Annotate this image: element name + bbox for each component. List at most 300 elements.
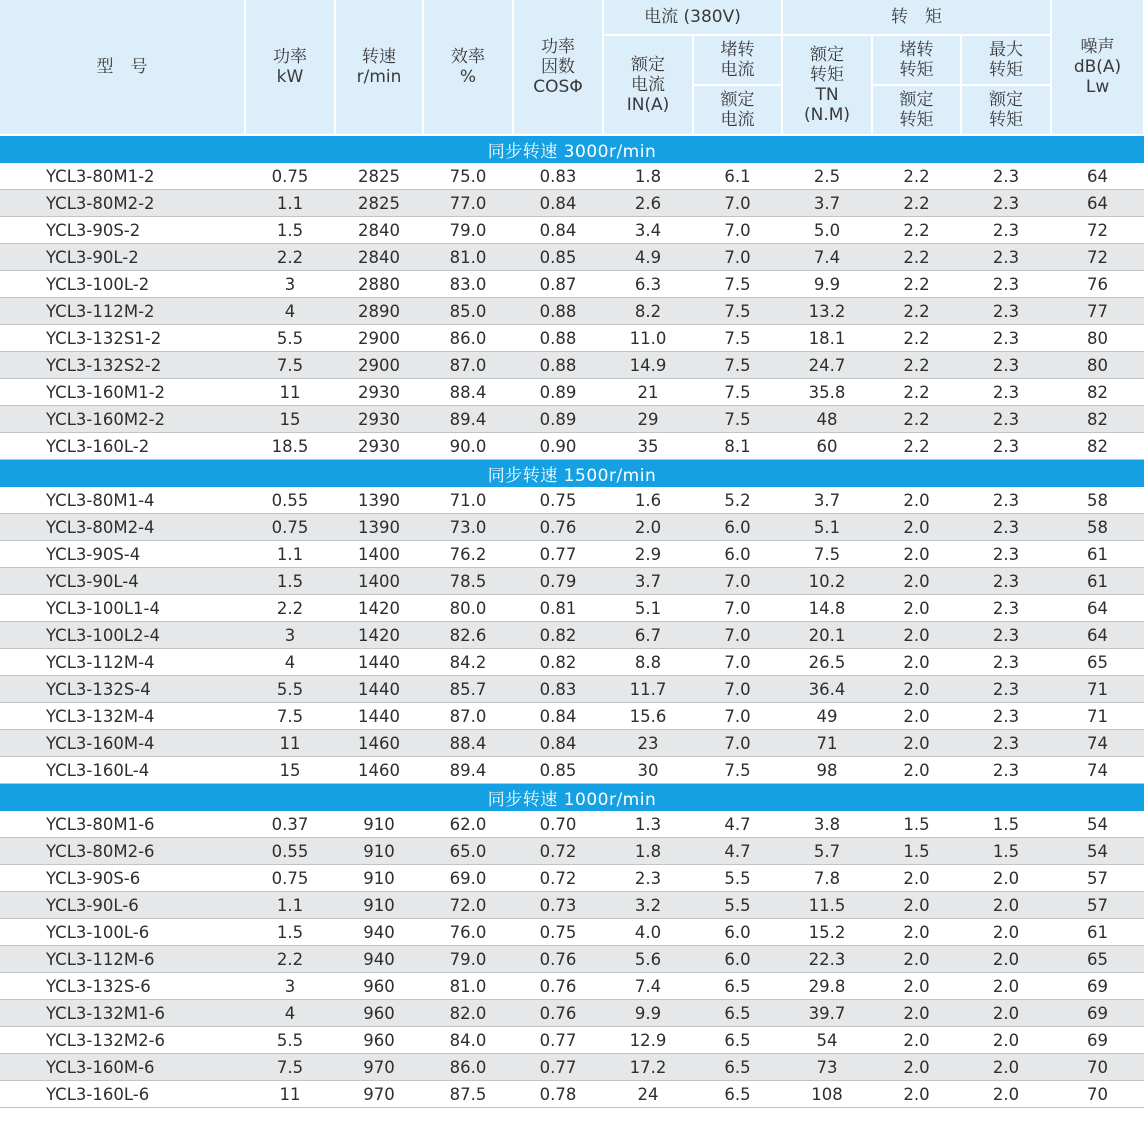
value-cell: 76.0 — [423, 919, 513, 946]
value-cell: 2900 — [335, 352, 423, 379]
value-cell: 61 — [1051, 568, 1144, 595]
section-header-row — [0, 135, 1144, 163]
value-cell: 7.0 — [693, 730, 782, 757]
model-cell: YCL3-160L-4 — [0, 757, 245, 784]
model-cell: YCL3-132M1-6 — [0, 1000, 245, 1027]
value-cell: 11.7 — [603, 676, 693, 703]
model-cell: YCL3-90L-2 — [0, 244, 245, 271]
value-cell: 7.0 — [693, 622, 782, 649]
model-cell: YCL3-80M2-2 — [0, 190, 245, 217]
value-cell: 82.0 — [423, 1000, 513, 1027]
value-cell: 76 — [1051, 271, 1144, 298]
model-cell: YCL3-160L-2 — [0, 433, 245, 460]
model-cell: YCL3-100L-6 — [0, 919, 245, 946]
table-row — [0, 190, 1144, 217]
header-speed: 转速 r/min — [335, 0, 423, 135]
value-cell: 1.1 — [245, 190, 335, 217]
value-cell: 2.2 — [872, 163, 961, 190]
value-cell: 5.1 — [603, 595, 693, 622]
header-efficiency: 效率 % — [423, 0, 513, 135]
value-cell: 2.2 — [872, 406, 961, 433]
section-header-row — [0, 784, 1144, 812]
value-cell: 2.0 — [961, 892, 1051, 919]
value-cell: 2.0 — [961, 865, 1051, 892]
value-cell: 2.0 — [961, 946, 1051, 973]
value-cell: 0.37 — [245, 811, 335, 838]
value-cell: 1460 — [335, 757, 423, 784]
value-cell: 2900 — [335, 325, 423, 352]
value-cell: 2.0 — [872, 892, 961, 919]
value-cell: 98 — [782, 757, 872, 784]
value-cell: 1390 — [335, 514, 423, 541]
table-row — [0, 865, 1144, 892]
value-cell: 2.0 — [872, 730, 961, 757]
value-cell: 960 — [335, 973, 423, 1000]
value-cell: 65 — [1051, 649, 1144, 676]
value-cell: 1.1 — [245, 892, 335, 919]
table-row — [0, 541, 1144, 568]
value-cell: 2.3 — [961, 568, 1051, 595]
value-cell: 5.5 — [693, 865, 782, 892]
value-cell: 77.0 — [423, 190, 513, 217]
value-cell: 64 — [1051, 622, 1144, 649]
model-cell: YCL3-80M2-4 — [0, 514, 245, 541]
value-cell: 21 — [603, 379, 693, 406]
value-cell: 2.3 — [603, 865, 693, 892]
header-max-torque-bottom: 额定 转矩 — [961, 85, 1051, 135]
table-header — [0, 0, 1144, 135]
value-cell: 2.0 — [872, 541, 961, 568]
value-cell: 2930 — [335, 406, 423, 433]
value-cell: 77 — [1051, 298, 1144, 325]
header-max-torque-top: 最大 转矩 — [961, 35, 1051, 85]
value-cell: 18.1 — [782, 325, 872, 352]
value-cell: 6.0 — [693, 541, 782, 568]
model-cell: YCL3-90L-6 — [0, 892, 245, 919]
value-cell: 15.6 — [603, 703, 693, 730]
value-cell: 2.2 — [245, 595, 335, 622]
value-cell: 7.5 — [693, 271, 782, 298]
value-cell: 0.70 — [513, 811, 603, 838]
value-cell: 2.3 — [961, 433, 1051, 460]
value-cell: 1460 — [335, 730, 423, 757]
value-cell: 0.72 — [513, 865, 603, 892]
value-cell: 54 — [1051, 811, 1144, 838]
value-cell: 2.0 — [872, 865, 961, 892]
value-cell: 0.84 — [513, 190, 603, 217]
value-cell: 85.7 — [423, 676, 513, 703]
value-cell: 5.5 — [693, 892, 782, 919]
value-cell: 71 — [1051, 676, 1144, 703]
model-cell: YCL3-90S-4 — [0, 541, 245, 568]
value-cell: 2.3 — [961, 271, 1051, 298]
value-cell: 1400 — [335, 541, 423, 568]
value-cell: 36.4 — [782, 676, 872, 703]
table-row — [0, 973, 1144, 1000]
value-cell: 14.9 — [603, 352, 693, 379]
value-cell: 2.0 — [961, 919, 1051, 946]
value-cell: 2.3 — [961, 379, 1051, 406]
value-cell: 80.0 — [423, 595, 513, 622]
value-cell: 2.0 — [872, 1000, 961, 1027]
value-cell: 6.0 — [693, 514, 782, 541]
table-row — [0, 757, 1144, 784]
model-cell: YCL3-132M2-6 — [0, 1027, 245, 1054]
value-cell: 85.0 — [423, 298, 513, 325]
model-cell: YCL3-132M-4 — [0, 703, 245, 730]
value-cell: 1420 — [335, 595, 423, 622]
value-cell: 75.0 — [423, 163, 513, 190]
value-cell: 7.0 — [693, 649, 782, 676]
value-cell: 7.5 — [245, 703, 335, 730]
table-row — [0, 595, 1144, 622]
value-cell: 69 — [1051, 1000, 1144, 1027]
value-cell: 88.4 — [423, 730, 513, 757]
model-cell: YCL3-90L-4 — [0, 568, 245, 595]
model-cell: YCL3-80M1-2 — [0, 163, 245, 190]
value-cell: 0.83 — [513, 676, 603, 703]
value-cell: 62.0 — [423, 811, 513, 838]
value-cell: 7.0 — [693, 595, 782, 622]
value-cell: 7.5 — [693, 406, 782, 433]
table-row — [0, 892, 1144, 919]
table-row — [0, 919, 1144, 946]
value-cell: 6.0 — [693, 919, 782, 946]
header-noise: 噪声 dB(A) Lw — [1051, 0, 1144, 135]
value-cell: 0.77 — [513, 541, 603, 568]
value-cell: 80 — [1051, 352, 1144, 379]
value-cell: 2.5 — [782, 163, 872, 190]
table-row — [0, 244, 1144, 271]
header-locked-torque-top: 堵转 转矩 — [872, 35, 961, 85]
value-cell: 2825 — [335, 190, 423, 217]
value-cell: 2.0 — [872, 595, 961, 622]
value-cell: 30 — [603, 757, 693, 784]
value-cell: 76.2 — [423, 541, 513, 568]
value-cell: 64 — [1051, 595, 1144, 622]
value-cell: 3.2 — [603, 892, 693, 919]
value-cell: 2.0 — [872, 1054, 961, 1081]
value-cell: 0.84 — [513, 730, 603, 757]
value-cell: 7.4 — [782, 244, 872, 271]
value-cell: 1.5 — [245, 568, 335, 595]
value-cell: 57 — [1051, 865, 1144, 892]
table-row — [0, 1081, 1144, 1108]
value-cell: 940 — [335, 946, 423, 973]
value-cell: 4 — [245, 649, 335, 676]
value-cell: 4.0 — [603, 919, 693, 946]
value-cell: 4 — [245, 1000, 335, 1027]
value-cell: 48 — [782, 406, 872, 433]
value-cell: 89.4 — [423, 757, 513, 784]
header-locked-current-bottom: 额定 电流 — [693, 85, 782, 135]
table-row — [0, 433, 1144, 460]
value-cell: 24.7 — [782, 352, 872, 379]
value-cell: 970 — [335, 1054, 423, 1081]
value-cell: 5.2 — [693, 487, 782, 514]
value-cell: 58 — [1051, 487, 1144, 514]
value-cell: 87.0 — [423, 703, 513, 730]
value-cell: 2.3 — [961, 406, 1051, 433]
value-cell: 960 — [335, 1027, 423, 1054]
value-cell: 0.84 — [513, 703, 603, 730]
value-cell: 26.5 — [782, 649, 872, 676]
model-cell: YCL3-160M-6 — [0, 1054, 245, 1081]
value-cell: 2.3 — [961, 730, 1051, 757]
value-cell: 2.2 — [872, 325, 961, 352]
value-cell: 2.0 — [872, 946, 961, 973]
value-cell: 6.7 — [603, 622, 693, 649]
value-cell: 4 — [245, 298, 335, 325]
value-cell: 2.3 — [961, 163, 1051, 190]
value-cell: 0.75 — [245, 163, 335, 190]
table-row — [0, 406, 1144, 433]
value-cell: 2.2 — [872, 190, 961, 217]
model-cell: YCL3-132S-6 — [0, 973, 245, 1000]
value-cell: 0.76 — [513, 973, 603, 1000]
value-cell: 5.5 — [245, 676, 335, 703]
value-cell: 23 — [603, 730, 693, 757]
value-cell: 2.3 — [961, 325, 1051, 352]
value-cell: 54 — [1051, 838, 1144, 865]
value-cell: 0.88 — [513, 352, 603, 379]
value-cell: 64 — [1051, 163, 1144, 190]
value-cell: 0.82 — [513, 622, 603, 649]
value-cell: 10.2 — [782, 568, 872, 595]
value-cell: 2880 — [335, 271, 423, 298]
value-cell: 64 — [1051, 190, 1144, 217]
value-cell: 2.0 — [603, 514, 693, 541]
value-cell: 80 — [1051, 325, 1144, 352]
header-power-factor: 功率 因数 COSΦ — [513, 0, 603, 135]
value-cell: 0.76 — [513, 1000, 603, 1027]
value-cell: 2.9 — [603, 541, 693, 568]
table-row — [0, 1027, 1144, 1054]
value-cell: 2.3 — [961, 352, 1051, 379]
value-cell: 90.0 — [423, 433, 513, 460]
value-cell: 2.3 — [961, 487, 1051, 514]
value-cell: 7.0 — [693, 244, 782, 271]
value-cell: 0.78 — [513, 1081, 603, 1108]
value-cell: 2.3 — [961, 595, 1051, 622]
model-cell: YCL3-132S2-2 — [0, 352, 245, 379]
value-cell: 11 — [245, 1081, 335, 1108]
value-cell: 87.0 — [423, 352, 513, 379]
value-cell: 0.75 — [245, 514, 335, 541]
value-cell: 35.8 — [782, 379, 872, 406]
value-cell: 2.0 — [961, 973, 1051, 1000]
model-cell: YCL3-112M-2 — [0, 298, 245, 325]
value-cell: 5.7 — [782, 838, 872, 865]
value-cell: 81.0 — [423, 973, 513, 1000]
value-cell: 2.2 — [245, 946, 335, 973]
value-cell: 2.3 — [961, 244, 1051, 271]
value-cell: 1440 — [335, 649, 423, 676]
value-cell: 9.9 — [782, 271, 872, 298]
value-cell: 72.0 — [423, 892, 513, 919]
value-cell: 2.0 — [961, 1027, 1051, 1054]
value-cell: 15.2 — [782, 919, 872, 946]
value-cell: 7.0 — [693, 676, 782, 703]
value-cell: 82 — [1051, 379, 1144, 406]
value-cell: 2.3 — [961, 649, 1051, 676]
table-row — [0, 1054, 1144, 1081]
value-cell: 8.1 — [693, 433, 782, 460]
value-cell: 2.3 — [961, 298, 1051, 325]
value-cell: 1.5 — [872, 811, 961, 838]
value-cell: 0.55 — [245, 487, 335, 514]
value-cell: 0.75 — [513, 487, 603, 514]
value-cell: 6.1 — [693, 163, 782, 190]
value-cell: 108 — [782, 1081, 872, 1108]
value-cell: 2840 — [335, 217, 423, 244]
value-cell: 2.3 — [961, 757, 1051, 784]
value-cell: 20.1 — [782, 622, 872, 649]
table-row — [0, 649, 1144, 676]
header-rated-torque: 额定 转矩 TN (N.M) — [782, 35, 872, 135]
value-cell: 0.55 — [245, 838, 335, 865]
table-row — [0, 946, 1144, 973]
value-cell: 2.0 — [872, 757, 961, 784]
value-cell: 69 — [1051, 1027, 1144, 1054]
value-cell: 57 — [1051, 892, 1144, 919]
value-cell: 71 — [782, 730, 872, 757]
value-cell: 6.5 — [693, 1081, 782, 1108]
value-cell: 2.2 — [245, 244, 335, 271]
model-cell: YCL3-90S-2 — [0, 217, 245, 244]
value-cell: 7.5 — [693, 352, 782, 379]
value-cell: 70 — [1051, 1081, 1144, 1108]
value-cell: 71 — [1051, 703, 1144, 730]
value-cell: 1440 — [335, 676, 423, 703]
value-cell: 11.0 — [603, 325, 693, 352]
value-cell: 11 — [245, 730, 335, 757]
value-cell: 1.3 — [603, 811, 693, 838]
value-cell: 940 — [335, 919, 423, 946]
value-cell: 0.82 — [513, 649, 603, 676]
value-cell: 82 — [1051, 406, 1144, 433]
value-cell: 0.73 — [513, 892, 603, 919]
model-cell: YCL3-100L1-4 — [0, 595, 245, 622]
value-cell: 0.83 — [513, 163, 603, 190]
value-cell: 0.81 — [513, 595, 603, 622]
value-cell: 2.2 — [872, 379, 961, 406]
model-cell: YCL3-100L2-4 — [0, 622, 245, 649]
value-cell: 7.5 — [245, 1054, 335, 1081]
table-row — [0, 325, 1144, 352]
value-cell: 49 — [782, 703, 872, 730]
value-cell: 2.3 — [961, 217, 1051, 244]
value-cell: 0.85 — [513, 757, 603, 784]
value-cell: 2.0 — [872, 919, 961, 946]
value-cell: 79.0 — [423, 946, 513, 973]
value-cell: 960 — [335, 1000, 423, 1027]
value-cell: 7.5 — [245, 352, 335, 379]
value-cell: 3 — [245, 973, 335, 1000]
value-cell: 0.85 — [513, 244, 603, 271]
table-body — [0, 135, 1144, 1108]
value-cell: 65 — [1051, 946, 1144, 973]
value-cell: 2.0 — [872, 1081, 961, 1108]
value-cell: 5.5 — [245, 325, 335, 352]
value-cell: 2.0 — [872, 973, 961, 1000]
value-cell: 2825 — [335, 163, 423, 190]
header-rated-current: 额定 电流 IN(A) — [603, 35, 693, 135]
value-cell: 7.5 — [693, 379, 782, 406]
value-cell: 29.8 — [782, 973, 872, 1000]
value-cell: 3 — [245, 271, 335, 298]
value-cell: 22.3 — [782, 946, 872, 973]
model-cell: YCL3-80M1-6 — [0, 811, 245, 838]
value-cell: 4.9 — [603, 244, 693, 271]
value-cell: 69.0 — [423, 865, 513, 892]
model-cell: YCL3-100L-2 — [0, 271, 245, 298]
value-cell: 1.5 — [245, 217, 335, 244]
value-cell: 6.0 — [693, 946, 782, 973]
value-cell: 0.75 — [245, 865, 335, 892]
value-cell: 60 — [782, 433, 872, 460]
value-cell: 72 — [1051, 217, 1144, 244]
value-cell: 73 — [782, 1054, 872, 1081]
value-cell: 17.2 — [603, 1054, 693, 1081]
value-cell: 1440 — [335, 703, 423, 730]
value-cell: 39.7 — [782, 1000, 872, 1027]
value-cell: 0.87 — [513, 271, 603, 298]
value-cell: 2.6 — [603, 190, 693, 217]
value-cell: 1.6 — [603, 487, 693, 514]
value-cell: 35 — [603, 433, 693, 460]
value-cell: 2.2 — [872, 433, 961, 460]
value-cell: 0.88 — [513, 325, 603, 352]
value-cell: 2.2 — [872, 217, 961, 244]
value-cell: 12.9 — [603, 1027, 693, 1054]
value-cell: 7.5 — [782, 541, 872, 568]
value-cell: 6.5 — [693, 973, 782, 1000]
value-cell: 72 — [1051, 244, 1144, 271]
value-cell: 78.5 — [423, 568, 513, 595]
value-cell: 1.5 — [961, 811, 1051, 838]
value-cell: 81.0 — [423, 244, 513, 271]
value-cell: 3.8 — [782, 811, 872, 838]
value-cell: 1.1 — [245, 541, 335, 568]
section-title: 同步转速 1500r/min — [0, 460, 1144, 488]
table-row — [0, 568, 1144, 595]
model-cell: YCL3-160M-4 — [0, 730, 245, 757]
value-cell: 6.5 — [693, 1000, 782, 1027]
table-row — [0, 271, 1144, 298]
value-cell: 2930 — [335, 379, 423, 406]
model-cell: YCL3-112M-4 — [0, 649, 245, 676]
value-cell: 2840 — [335, 244, 423, 271]
value-cell: 2.2 — [872, 298, 961, 325]
value-cell: 65.0 — [423, 838, 513, 865]
value-cell: 2.0 — [872, 622, 961, 649]
value-cell: 87.5 — [423, 1081, 513, 1108]
value-cell: 970 — [335, 1081, 423, 1108]
value-cell: 3.7 — [782, 487, 872, 514]
model-cell: YCL3-160M1-2 — [0, 379, 245, 406]
table-row — [0, 379, 1144, 406]
value-cell: 84.2 — [423, 649, 513, 676]
section-header-row — [0, 460, 1144, 488]
value-cell: 8.2 — [603, 298, 693, 325]
value-cell: 1400 — [335, 568, 423, 595]
table-row — [0, 487, 1144, 514]
value-cell: 0.79 — [513, 568, 603, 595]
value-cell: 7.0 — [693, 217, 782, 244]
value-cell: 2.3 — [961, 622, 1051, 649]
value-cell: 88.4 — [423, 379, 513, 406]
